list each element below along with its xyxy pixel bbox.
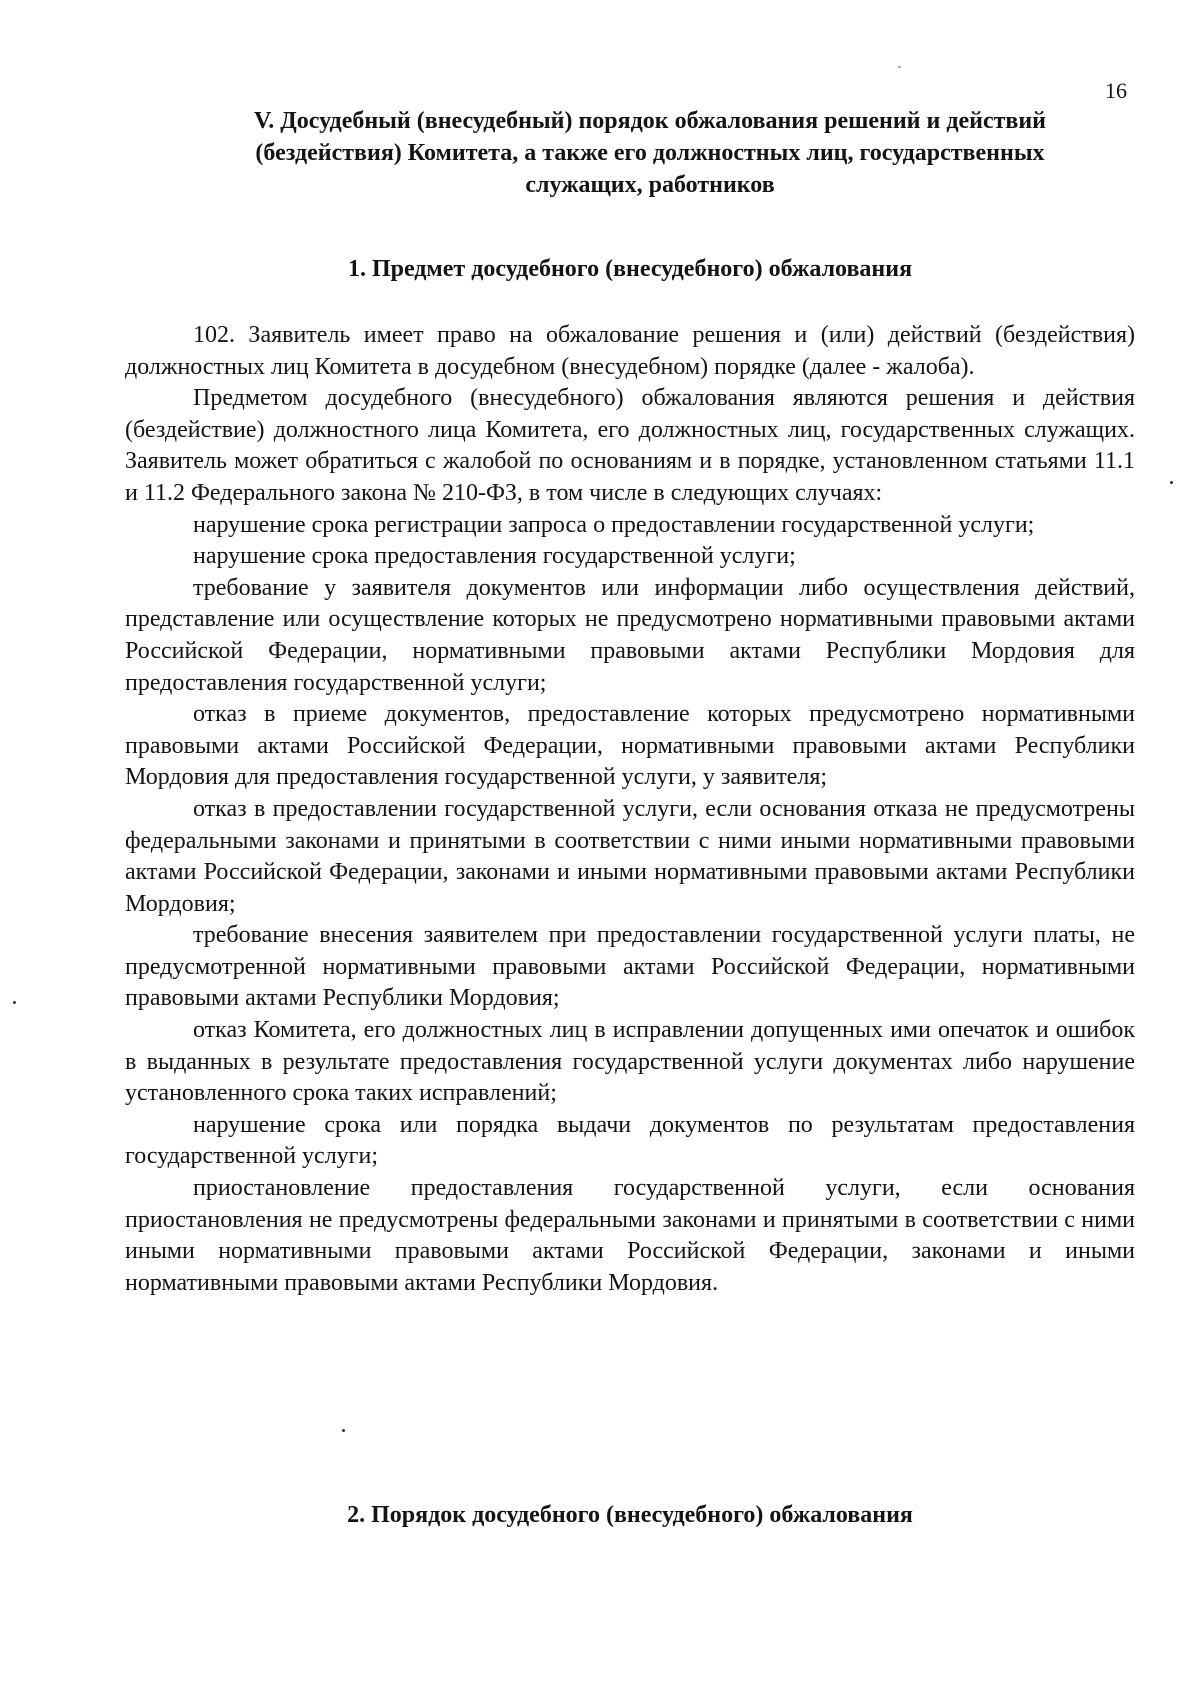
paragraph: отказ в предоставлении государственной услуги, если основания отказа не предусмотрены федеральными законами и принятыми в соответствии с ними иными нормативными правовыми актами Российской Федерации, законами и иными нормативными правовыми актами Республики Мордовия; xyxy=(125,795,1135,917)
page-number: 16 xyxy=(1105,78,1127,103)
body-text xyxy=(125,320,1135,1299)
scan-speck xyxy=(898,66,901,68)
paragraph: нарушение срока предоставления государственной услуги; xyxy=(193,543,796,570)
paragraph: 102. Заявитель имеет право на обжалование решения и (или) действий (бездействия) должностных лиц Комитета в досудебном (внесудебном) порядке (далее - жалоба). xyxy=(125,322,1135,380)
chapter-title-line: V. Досудебный (внесудебный) порядок обжалования решений и действий xyxy=(253,108,1046,134)
paragraph: отказ в приеме документов, предоставление которых предусмотрено нормативными правовыми актами Российской Федерации, нормативными правовыми актами Республики Мордовия для предоставления государственной услуги, у заявителя; xyxy=(125,701,1135,791)
scan-speck xyxy=(1170,481,1173,484)
paragraph: Предметом досудебного (внесудебного) обжалования являются решения и действия (бездействие) должностного лица Комитета, его должностных лиц, государственных служащих. Заявитель может обратиться с жалобой по основаниям и в порядке, установленном статьями 11.1 и 11.2 Федерального закона № 210-ФЗ, в том числе в следующих случаях: xyxy=(125,385,1135,506)
paragraph: нарушение срока регистрации запроса о предоставлении государственной услуги; xyxy=(193,511,1035,538)
chapter-title-line: служащих, работников xyxy=(525,172,775,198)
paragraph: отказ Комитета, его должностных лиц в исправлении допущенных ими опечаток и ошибок в выданных в результате предоставления государственной услуги документах либо нарушение установленного срока таких исправлений; xyxy=(125,1017,1135,1107)
chapter-title-line: (бездействия) Комитета, а также его должностных лиц, государственных xyxy=(255,140,1045,166)
paragraph: приостановление предоставления государственной услуги, если основания приостановления не предусмотрены федеральными законами и принятыми в соответствии с ними иными нормативными правовыми актами Российской Федерации, законами и иными нормативными правовыми актами Республики Мордовия. xyxy=(125,1175,1135,1296)
paragraph: требование у заявителя документов или информации либо осуществления действий, представление или осуществление которых не предусмотрено нормативными правовыми актами Российской Федерации, нормативными правовыми актами Республики Мордовия для предоставления государственной услуги; xyxy=(125,574,1135,696)
section-title-1: 1. Предмет досудебного (внесудебного) обжалования xyxy=(347,256,913,282)
section-title-2: 2. Порядок досудебного (внесудебного) обжалования xyxy=(347,1502,913,1528)
paragraph: требование внесения заявителем при предоставлении государственной услуги платы, не предусмотренной нормативными правовыми актами Российской Федерации, нормативными правовыми актами Республики Мордовия; xyxy=(125,922,1135,1012)
chapter-title xyxy=(160,105,1140,201)
paragraph: нарушение срока или порядка выдачи документов по результатам предоставления государственной услуги; xyxy=(125,1111,1135,1170)
scan-speck xyxy=(13,1001,16,1004)
scan-speck xyxy=(342,1429,345,1432)
